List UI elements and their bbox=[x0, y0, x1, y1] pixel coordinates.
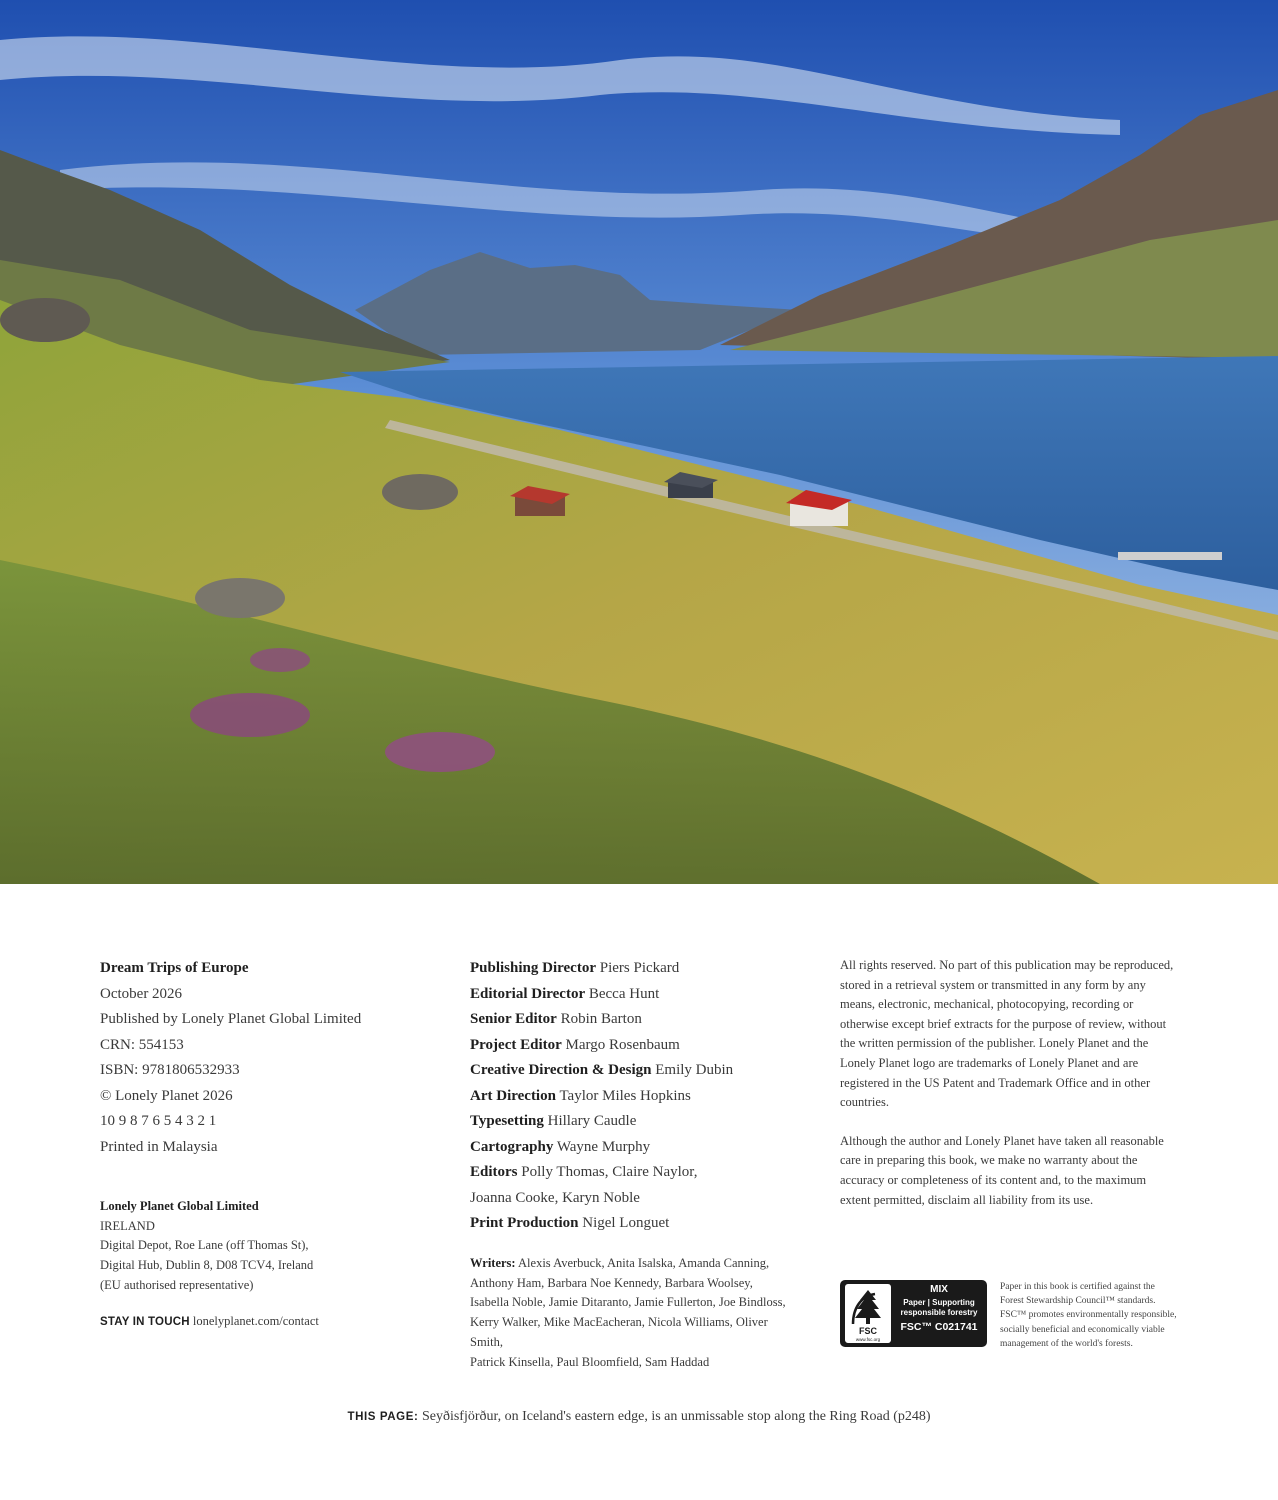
rights-line: All rights reserved. No part of this publication may be reproduced, bbox=[840, 958, 1174, 972]
fsc-text bbox=[894, 1284, 984, 1334]
writers-list bbox=[470, 1254, 800, 1372]
disclaimer-line: extent permitted, disclaim all liability from its use. bbox=[840, 1192, 1094, 1207]
fsc-note bbox=[1000, 1280, 1180, 1351]
credit-line bbox=[470, 1007, 810, 1033]
credit-line bbox=[470, 1211, 810, 1237]
credit-role: Publishing Director bbox=[470, 960, 596, 976]
fsc-tree-logo-icon bbox=[845, 1284, 891, 1343]
credit-line bbox=[470, 1135, 810, 1161]
credit-name: Joanna Cooke, Karyn Noble bbox=[470, 1189, 640, 1206]
credit-role: Typesetting bbox=[470, 1113, 544, 1129]
fsc-tree-icon bbox=[845, 1284, 891, 1343]
credit-name: Polly Thomas, Claire Naylor, bbox=[521, 1164, 698, 1180]
printed-in-line: Printed in Malaysia bbox=[100, 1138, 218, 1155]
credit-role: Creative Direction & Design bbox=[470, 1062, 652, 1078]
credit-name: Robin Barton bbox=[560, 1011, 642, 1027]
credit-name: Taylor Miles Hopkins bbox=[559, 1087, 691, 1104]
fsc-paper-line-1: Paper | Supporting bbox=[903, 1298, 975, 1307]
fsc-note-line: FSC™ promotes environmentally responsible, bbox=[1000, 1310, 1177, 1321]
credit-name: Emily Dubin bbox=[655, 1062, 734, 1078]
writers-line bbox=[470, 1254, 800, 1274]
publisher-address bbox=[100, 1197, 430, 1296]
fsc-paper-label bbox=[894, 1298, 984, 1318]
book-title: Dream Trips of Europe bbox=[100, 960, 249, 976]
credit-name: Wayne Murphy bbox=[556, 1138, 651, 1155]
rights-line: Lonely Planet logo are trademarks of Lonely Planet and are bbox=[840, 1055, 1139, 1070]
colophon-column bbox=[100, 956, 430, 1160]
writers-line: Anthony Ham, Barbara Noe Kennedy, Barbara Woolsey, bbox=[470, 1275, 753, 1290]
contact-link[interactable]: lonelyplanet.com/contact bbox=[192, 1314, 319, 1328]
caption-text: Seyðisfjörður, on Iceland's eastern edge, is an unmissable stop along the Ring Road (p248) bbox=[421, 1409, 931, 1424]
fsc-logo-url: www.fsc.org bbox=[855, 1337, 881, 1342]
address-line-1: Digital Depot, Roe Lane (off Thomas St), bbox=[100, 1238, 309, 1253]
fsc-note-line: Forest Stewardship Council™ standards. bbox=[1000, 1296, 1156, 1307]
fsc-note-line: Paper in this book is certified against the bbox=[1000, 1282, 1155, 1292]
fsc-note-line: socially beneficial and economically viable bbox=[1000, 1324, 1165, 1335]
fsc-note-line: management of the world's forests. bbox=[1000, 1338, 1133, 1349]
credit-name: Margo Rosenbaum bbox=[565, 1036, 680, 1053]
credit-role: Senior Editor bbox=[470, 1011, 557, 1027]
isbn-line: ISBN: 9781806532933 bbox=[100, 1062, 240, 1078]
rights-line: means, electronic, mechanical, photocopying, recording or bbox=[840, 997, 1134, 1012]
edition-date: October 2026 bbox=[100, 985, 183, 1002]
rights-line: stored in a retrieval system or transmitted in any form by any bbox=[840, 977, 1146, 992]
rights-paragraph bbox=[840, 956, 1180, 1113]
stay-in-touch-label: STAY IN TOUCH bbox=[100, 1316, 190, 1328]
fsc-code: FSC™ C021741 bbox=[900, 1321, 978, 1333]
copyright-line: © Lonely Planet 2026 bbox=[100, 1087, 233, 1104]
fsc-mix-label: MIX bbox=[930, 1284, 948, 1295]
credit-line bbox=[470, 982, 810, 1008]
credit-line bbox=[470, 1109, 810, 1135]
credit-line bbox=[470, 1186, 810, 1212]
address-line-2: Digital Hub, Dublin 8, D08 TCV4, Ireland bbox=[100, 1258, 314, 1273]
credit-name: Becca Hunt bbox=[588, 985, 660, 1002]
credit-role: Editors bbox=[470, 1164, 518, 1180]
credit-line bbox=[470, 1160, 810, 1186]
stay-in-touch bbox=[100, 1314, 319, 1329]
rights-line: the written permission of the publisher. Lonely Planet and the bbox=[840, 1036, 1149, 1051]
disclaimer-line: Although the author and Lonely Planet have taken all reasonable bbox=[840, 1133, 1164, 1148]
fsc-logo-text: FSC bbox=[859, 1326, 877, 1336]
credit-line bbox=[470, 1058, 810, 1084]
credit-name: Nigel Longuet bbox=[582, 1215, 670, 1231]
address-country: IRELAND bbox=[100, 1218, 155, 1233]
caption-label: THIS PAGE: bbox=[347, 1411, 419, 1423]
fsc-paper-line-2: responsible forestry bbox=[900, 1308, 978, 1317]
address-line-3: (EU authorised representative) bbox=[100, 1277, 254, 1292]
credits-column bbox=[470, 956, 810, 1237]
writers-line: Isabella Noble, Jamie Ditaranto, Jamie Fullerton, Joe Bindloss, bbox=[470, 1295, 786, 1310]
address-company: Lonely Planet Global Limited bbox=[100, 1199, 259, 1213]
rights-line: countries. bbox=[840, 1095, 889, 1110]
credit-role: Editorial Director bbox=[470, 985, 586, 1002]
credit-role: Cartography bbox=[470, 1138, 554, 1155]
credit-name: Piers Pickard bbox=[599, 960, 680, 976]
disclaimer-line: accuracy or completeness of its content and, to the maximum bbox=[840, 1172, 1147, 1187]
credit-line bbox=[470, 956, 810, 982]
credit-role: Art Direction bbox=[470, 1087, 556, 1104]
writers-label: Writers: bbox=[470, 1256, 516, 1270]
disclaimer-line: care in preparing this book, we make no warranty about the bbox=[840, 1153, 1138, 1168]
writers-line: Patrick Kinsella, Paul Bloomfield, Sam Haddad bbox=[470, 1354, 710, 1369]
photo-caption bbox=[0, 1409, 1278, 1425]
print-run-line: 10 9 8 7 6 5 4 3 2 1 bbox=[100, 1113, 217, 1129]
credit-line bbox=[470, 1033, 810, 1059]
credit-name: Hillary Caudle bbox=[547, 1113, 637, 1129]
disclaimer-paragraph bbox=[840, 1132, 1180, 1210]
rights-line: registered in the US Patent and Trademark Office and in other bbox=[840, 1075, 1151, 1090]
writers-line: Kerry Walker, Mike MacEacheran, Nicola Williams, Oliver Smith, bbox=[470, 1315, 768, 1349]
crn-line: CRN: 554153 bbox=[100, 1036, 184, 1053]
rights-column bbox=[840, 956, 1180, 1210]
credit-role: Print Production bbox=[470, 1215, 579, 1231]
rights-line: otherwise except brief extracts for the purpose of review, without bbox=[840, 1016, 1167, 1031]
publisher-line: Published by Lonely Planet Global Limited bbox=[100, 1011, 362, 1027]
fsc-badge bbox=[840, 1280, 987, 1347]
credit-role: Project Editor bbox=[470, 1036, 562, 1053]
credit-line bbox=[470, 1084, 810, 1110]
writers-names: Alexis Averbuck, Anita Isalska, Amanda Canning, bbox=[518, 1256, 770, 1270]
